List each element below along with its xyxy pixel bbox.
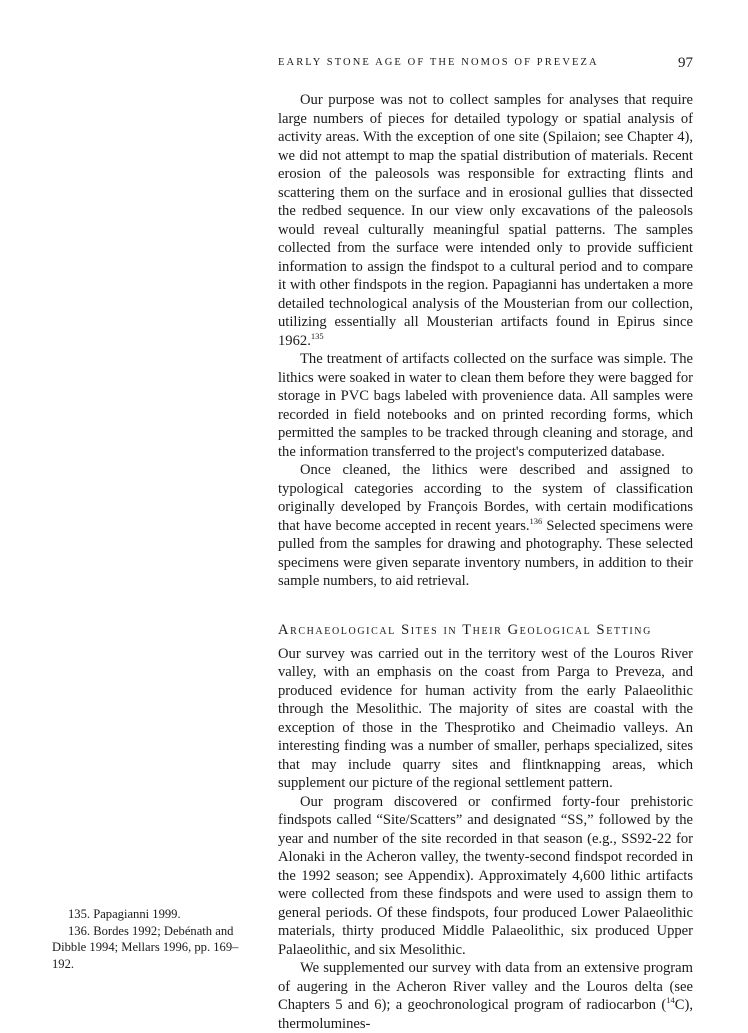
footnote-ref-136[interactable]: 136 <box>529 515 543 526</box>
footnote-135: 135. Papagianni 1999. <box>68 907 181 921</box>
isotope-superscript: 14 <box>666 995 675 1005</box>
paragraph-3: Once cleaned, the lithics were described and assigned to typological categories according to the system of classification originally developed by François Bordes, with certain modifications that have become accepted in recent years.$^{136}$ Selected specimens were pulled from the samples for drawing and photography. These selected specimens were given separate inventory numbers, in addition to their sample numbers, to aid retrieval. <box>278 462 694 589</box>
paragraph-1: Our purpose was not to collect samples for analyses that require large numbers of pieces for detailed typology or spatial analysis of activity areas. With the exception of one site (Spilaion; see Chapter 4), we did not attempt to map the spatial distribution of materials. Recent erosion of the paleosols was responsible for extracting flints and scattering them on the surface and in erosional gullies that dissected the redbed sequence. In our view only excavations of the paleosols would reveal culturally meaningful spatial patterns. The samples collected from the surface were intended only to provide sufficient information to assign the findspot to a cultural period and to compare it with other findspots in the region. Papagianni has undertaken a more detailed technological analysis of the Mousterian from our collection, utilizing essentially all Mousterian artifacts found in Epirus since 1962.$^{135}$ <box>278 92 693 349</box>
main-text <box>278 91 693 1033</box>
page-number: 97 <box>678 55 693 71</box>
paragraph-4: Our survey was carried out in the territory west of the Louros River valley, with an emphasis on the coast from Parga to Preveza, and produced evidence for human activity from the early Palaeolithic through the Mesolithic. The majority of sites are coastal with the exception of those in the Thesprotiko and Cheimadio valleys. An interesting finding was a number of smaller, perhaps specialized, sites that may include quarry sites and flintknapping areas, which supplement our picture of the regional settlement pattern. <box>278 645 693 791</box>
footnote-136: 136. Bordes 1992; Debénath and Dibble 1994; Mellars 1996, pp. 169–192. <box>52 923 239 971</box>
paragraph-5: Our program discovered or confirmed forty-four prehistoric findspots called “Site/Scatters” and designated “SS,” followed by the year and number of the site recorded in that season (e.g., SS92-22 for Alonaki in the Acheron valley, the twenty-second findspot recorded in the 1992 season; see Appendix). Approximately 4,600 lithic artifacts were collected from these findspots and were used to assign them to general periods. Of these findspots, four produced Lower Palaeolithic materials, thirty produced Middle Palaeolithic, six produced Upper Palaeolithic, and six Mesolithic. <box>278 793 693 958</box>
section-heading: Archaeological Sites in Their Geological Setting <box>278 621 652 638</box>
footnotes <box>52 906 252 972</box>
footnote-ref-135[interactable]: 135 <box>310 330 324 341</box>
running-head <box>278 57 693 75</box>
paragraph-6: We supplemented our survey with data from an extensive program of augering in the Acheron River valley and the Louros delta (see Chapters 5 and 6); a geochronological program of radiocarbon ($^{14}$C), thermolumines- <box>278 960 693 1032</box>
running-title: EARLY STONE AGE OF THE NOMOS OF PREVEZA <box>278 57 599 68</box>
paragraph-2: The treatment of artifacts collected on the surface was simple. The lithics were soaked in water to clean them before they were bagged for storage in PVC bags labeled with provenience data. All samples were recorded in field notebooks and on printed recording forms, which permitted the samples to be tracked through cleaning and storage, and the information transferred to the project's computerized database. <box>278 351 693 460</box>
